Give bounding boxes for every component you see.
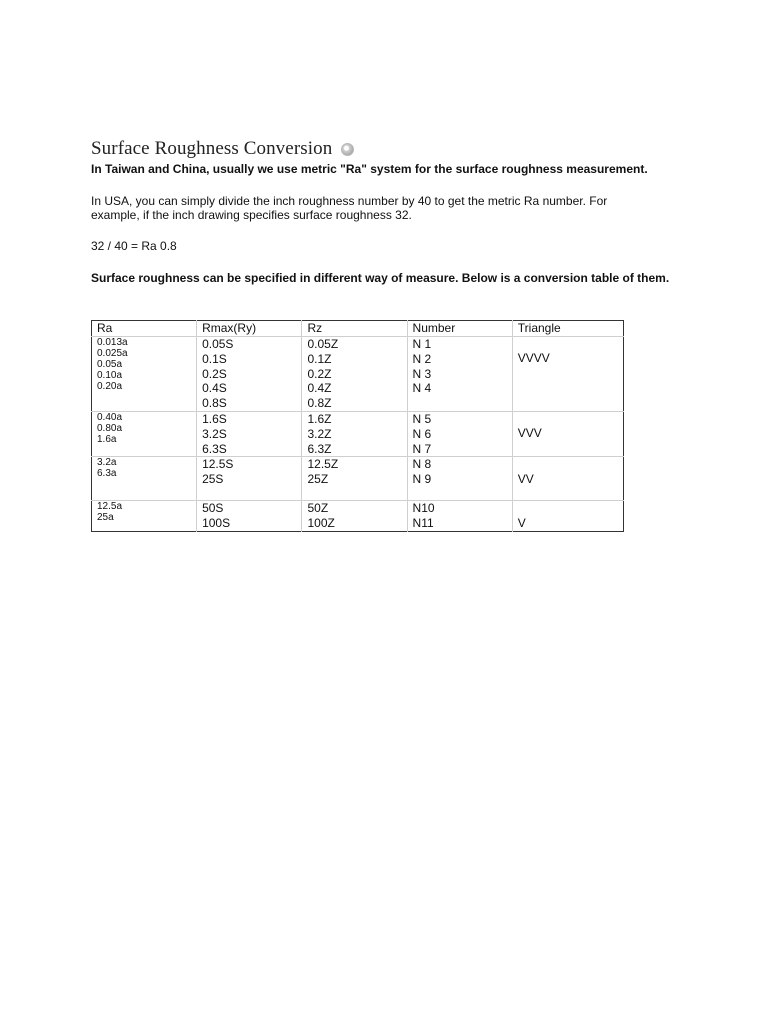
ra-value: 0.20a	[97, 381, 123, 392]
number-value: N11	[412, 516, 434, 531]
rmax-value: 12.5S	[202, 457, 234, 472]
table-row	[92, 457, 624, 501]
rmax-value: 0.4S	[202, 381, 227, 396]
ra-value: 1.6a	[97, 433, 117, 445]
table-row	[92, 411, 624, 456]
triangle-value: VVVV	[517, 351, 550, 365]
rz-value: 12.5Z	[307, 457, 339, 472]
rz-value: 1.6Z	[307, 411, 332, 426]
ra-value: 0.013a	[97, 337, 128, 348]
number-cell	[407, 501, 512, 532]
rz-value: 0.8Z	[307, 396, 332, 411]
usa-paragraph: In USA, you can simply divide the inch roughness number by 40 to get the metric Ra number. For example, if the inch drawing specifies surface roughness 32.	[91, 194, 608, 222]
ra-cell	[92, 457, 197, 501]
document-body	[91, 137, 691, 285]
number-value: N 5	[412, 411, 432, 426]
number-value: N 9	[412, 472, 432, 487]
rz-value: 0.05Z	[307, 337, 339, 351]
triangle-value: VV	[517, 472, 534, 487]
rmax-value: 0.2S	[202, 366, 227, 381]
rz-value: 50Z	[307, 501, 329, 516]
rmax-cell	[197, 501, 302, 532]
ra-value: 0.025a	[97, 348, 128, 359]
table-row	[92, 337, 624, 412]
number-value: N 8	[412, 457, 432, 472]
number-value: N 1	[412, 337, 432, 351]
header-rmax: Rmax(Ry)	[197, 321, 302, 337]
rz-cell	[302, 337, 407, 412]
ra-value: 12.5a	[97, 501, 123, 513]
table-header-row	[92, 321, 624, 337]
header-rz: Rz	[302, 321, 407, 337]
rmax-value: 100S	[202, 516, 231, 531]
ra-value: 3.2a	[97, 457, 117, 469]
header-ra: Ra	[97, 321, 113, 335]
rz-value: 0.2Z	[307, 366, 332, 381]
ra-cell	[92, 411, 197, 456]
triangle-cell	[512, 501, 623, 532]
rmax-cell	[197, 337, 302, 412]
calculation-line: 32 / 40 = Ra 0.8	[91, 239, 177, 253]
rz-value: 0.1Z	[307, 351, 332, 366]
intro-paragraph: In Taiwan and China, usually we use metric "Ra" system for the surface roughness measurement.	[91, 162, 648, 176]
number-value: N 7	[412, 441, 432, 456]
ra-value: 0.80a	[97, 422, 123, 434]
triangle-value: VVV	[517, 425, 542, 440]
title-row	[91, 137, 691, 161]
number-value: N 3	[412, 366, 432, 381]
rmax-value: 0.8S	[202, 396, 227, 411]
ra-value: 0.05a	[97, 359, 123, 370]
ra-cell	[92, 337, 197, 412]
rz-value: 3.2Z	[307, 426, 332, 441]
table-row	[92, 501, 624, 532]
header-number: Number	[407, 321, 512, 337]
rmax-cell	[197, 457, 302, 501]
rmax-cell	[197, 411, 302, 456]
triangle-value: V	[517, 516, 526, 531]
number-cell	[407, 411, 512, 456]
number-value: N 4	[412, 381, 432, 396]
page-title: Surface Roughness Conversion	[91, 138, 333, 159]
rz-value: 100Z	[307, 516, 335, 531]
ra-value: 6.3a	[97, 468, 117, 480]
triangle-cell	[512, 411, 623, 456]
ra-value: 0.10a	[97, 370, 123, 381]
rmax-value: 50S	[202, 501, 224, 516]
triangle-cell	[512, 337, 623, 412]
rmax-value: 0.1S	[202, 351, 227, 366]
rz-value: 0.4Z	[307, 381, 332, 396]
number-value: N 2	[412, 351, 432, 366]
number-cell	[407, 337, 512, 412]
number-value: N 6	[412, 426, 432, 441]
rz-cell	[302, 411, 407, 456]
triangle-cell	[512, 457, 623, 501]
rz-cell	[302, 501, 407, 532]
ra-value: 0.40a	[97, 411, 123, 423]
rz-value: 6.3Z	[307, 441, 332, 456]
rz-cell	[302, 457, 407, 501]
number-cell	[407, 457, 512, 501]
rmax-value: 6.3S	[202, 441, 227, 456]
rz-value: 25Z	[307, 472, 329, 487]
conversion-table	[91, 320, 624, 532]
spec-paragraph: Surface roughness can be specified in different way of measure. Below is a conversion table of them.	[91, 271, 670, 285]
header-triangle: Triangle	[512, 321, 623, 337]
rmax-value: 0.05S	[202, 337, 234, 351]
info-circle-icon[interactable]	[341, 143, 354, 156]
rmax-value: 3.2S	[202, 426, 227, 441]
rmax-value: 1.6S	[202, 411, 227, 426]
ra-value: 25a	[97, 512, 114, 524]
rmax-value: 25S	[202, 472, 224, 487]
number-value: N10	[412, 501, 435, 516]
ra-cell	[92, 501, 197, 532]
